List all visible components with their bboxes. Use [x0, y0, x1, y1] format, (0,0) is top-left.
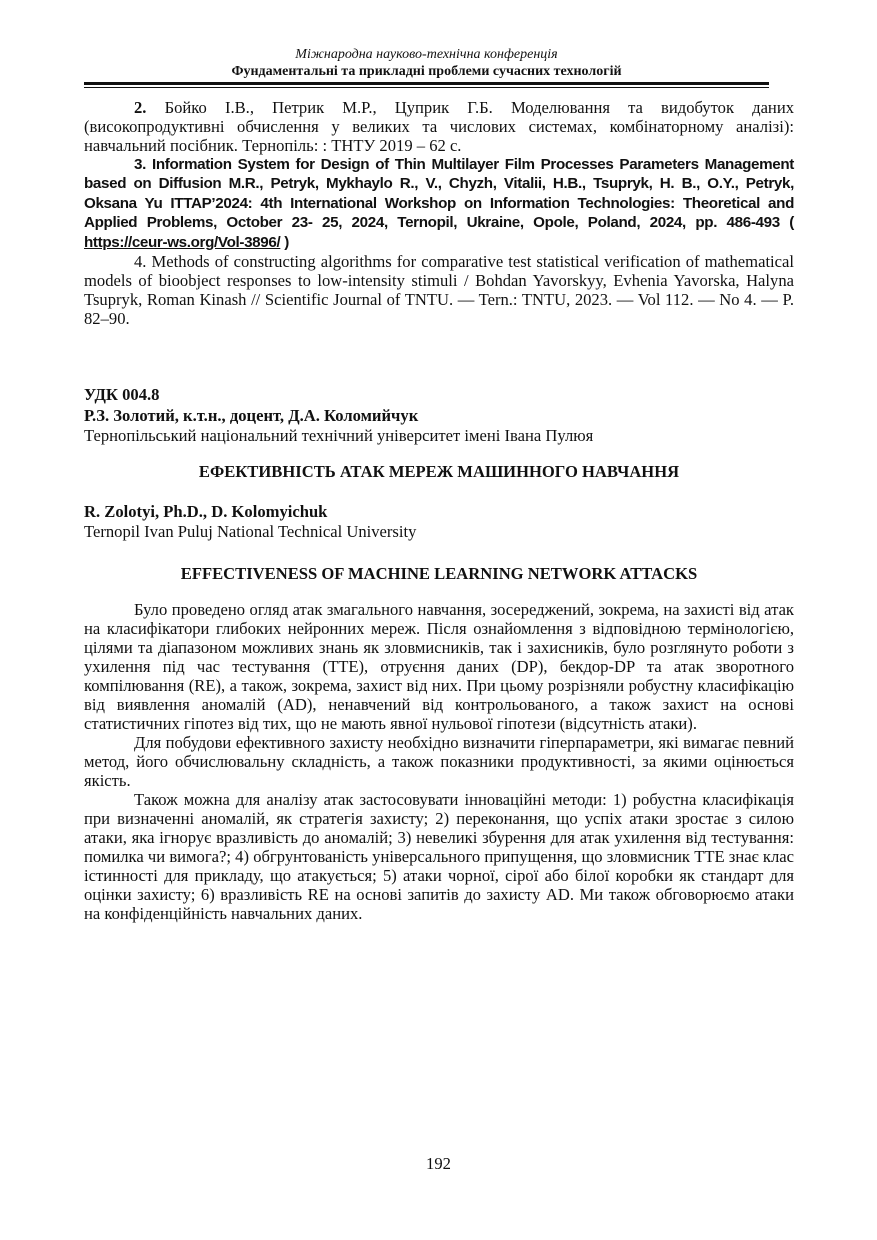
conference-title: Фундаментальні та прикладні проблеми сучасних технологій	[231, 64, 622, 79]
article-title-ua: ЕФЕКТИВНІСТЬ АТАК МЕРЕЖ МАШИННОГО НАВЧАННЯ	[198, 462, 680, 481]
page-number: 192	[426, 1154, 451, 1173]
affiliation-ua: Тернопільський національний технічний університет імені Івана Пулюя	[84, 426, 594, 445]
running-header	[84, 46, 769, 80]
reference-text: Бойко І.В., Петрик М.Р., Цуприк Г.Б. Моделювання та видобуток даних (високопродуктивні обчислення у великих та числових системах, комбінаторному аналізі): навчальний посібник. Тернопіль: : ТНТУ 2019 – 62 с.	[84, 98, 794, 155]
affiliation-en: Ternopil Ivan Puluj National Technical University	[84, 522, 417, 541]
abstract-paragraph: Було проведено огляд атак змагального навчання, зосереджений, зокрема, на захисті від атак на класифікатори глибоких нейронних мереж. Після ознайомлення з відповідною термінологією, цілями та діапазоном можливих знань як зловмисників, так і захисників, було розглянуто роботи з ухилення під час тестування (TTE), отруєння даних (DP), бекдор-DP та атак зворотного компілювання (RE), а також, зокрема, захист від них. При цьому розрізняли робустну класифікацію від виявлення аномалій (AD), ненавчений від контрольованого, а також захист на основі статистичних гіпотез від тих, що не мають явної нульової гіпотези (відсутність атаки).	[84, 600, 794, 733]
udk-code: УДК 004.8	[84, 385, 160, 404]
reference-item	[84, 98, 794, 155]
header-rule-thin	[84, 87, 769, 88]
reference-number: 4.	[134, 252, 147, 272]
reference-number: 3.	[134, 156, 146, 173]
reference-item	[84, 155, 794, 252]
reference-number: 2.	[134, 98, 147, 117]
reference-item	[84, 252, 794, 328]
reference-link[interactable]: https://ceur-ws.org/Vol-3896/	[84, 233, 281, 251]
reference-tail: )	[280, 233, 289, 251]
abstract-paragraph: Для побудови ефективного захисту необхідно визначити гіперпараметри, які вимагає певний метод, його обчислювальну складність, а також показники продуктивності, за якими оцінюється якість.	[84, 733, 794, 790]
conference-line: Міжнародна науково-технічна конференція	[295, 47, 558, 62]
authors-ua: Р.З. Золотий, к.т.н., доцент, Д.А. Коломийчук	[84, 406, 419, 425]
reference-text: Information System for Design of Thin Multilayer Film Processes Parameters Management based on Diffusion M.R., Petryk, Mykhaylo R., V., Chyzh, Vitalii, H.B., Tsupryk, H. B., O.Y., Petryk, Oksana Yu ITTAP’2024: 4th International Workshop on Information Technologies: Theoretical and Applied Problems, October 23- 25, 2024, Ternopil, Ukraine, Opole, Poland, 2024, pp. 486-493 (	[84, 156, 794, 232]
abstract	[84, 600, 794, 923]
authors-en: R. Zolotyi, Ph.D., D. Kolomyichuk	[84, 502, 328, 521]
reference-text: Methods of constructing algorithms for comparative test statistical verification of mathematical models of bioobject responses to low-intensity stimuli / Bohdan Yavorskyy, Evhenia Yavorska, Halyna Tsupryk, Roman Kinash // Scientific Journal of TNTU. — Tern.: TNTU, 2023. — Vol 112. — No 4. — P. 82–90.	[84, 252, 795, 329]
article-title-en: EFFECTIVENESS OF MACHINE LEARNING NETWORK ATTACKS	[180, 564, 698, 583]
reference-list	[84, 98, 794, 328]
header-rule-thick	[84, 82, 769, 85]
abstract-paragraph: Також можна для аналізу атак застосовувати інноваційні методи: 1) робустна класифікація при визначенні аномалій, як стратегія захисту; 2) переконання, що успіх атаки зростає з силою атаки, яка ігнорує вразливість до аномалій; 3) невеликі збурення для атак ухилення від тестування: помилка чи вимога?; 4) обгрунтованість універсального припущення, що зловмисник TTE знає клас істинності для прикладу, що атакується; 5) атаки чорної, сірої або білої коробки як стандарт для оцінки захисту; 6) вразливість RE на основі запитів до захисту AD. Ми також обговорюємо атаки на конфіденційність навчальних даних.	[84, 790, 794, 923]
